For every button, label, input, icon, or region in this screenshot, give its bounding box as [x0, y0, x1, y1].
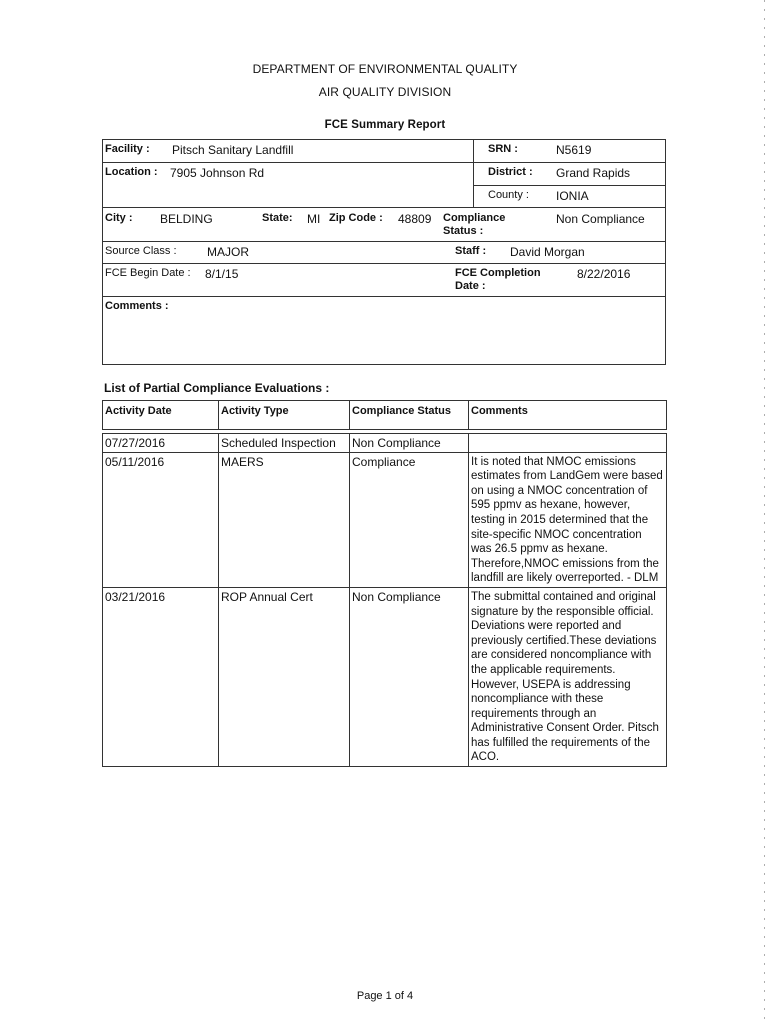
fce-completion-value: 8/22/2016 — [577, 267, 631, 281]
county-label: County : — [488, 189, 529, 201]
district-label: District : — [488, 166, 533, 178]
city-label: City : — [105, 212, 133, 224]
column-header-comments: Comments — [469, 401, 667, 430]
staff-label: Staff : — [455, 245, 487, 257]
state-value: MI — [307, 212, 321, 226]
cell-activity-date: 07/27/2016 — [103, 434, 219, 453]
county-value: IONIA — [556, 189, 589, 203]
fce-completion-label-line2: Date : — [455, 280, 486, 292]
cell-activity-date: 03/21/2016 — [103, 587, 219, 766]
facility-value: Pitsch Sanitary Landfill — [172, 143, 294, 157]
page-number: Page 1 of 4 — [356, 990, 414, 1002]
table-row — [103, 587, 667, 766]
compliance-label-line2: Status : — [443, 225, 484, 237]
cell-compliance-status: Non Compliance — [350, 434, 469, 453]
cell-comments: It is noted that NMOC emissions estimates from LandGem were based on using a NMOC concentration of 595 ppmv as hexane, however, testing in 2015 determined that the site-specific NMOC concentration was 26.5 ppmv as hexane. Therefore,NMOC emissions from the landfill are likely overreported. - DLM — [469, 452, 667, 587]
column-header-compliance-status: Compliance Status — [350, 401, 469, 430]
cell-comments: The submittal contained and original signature by the responsible official. Deviations were reported and previously certified.These deviations are considered noncompliance with the applicable requirements. However, USEPA is addressing noncompliance with these requirements through an Administrative Consent Order. Pitsch has fulfilled the requirements of the ACO. — [469, 587, 667, 766]
facility-label: Facility : — [105, 143, 150, 155]
table-row — [103, 452, 667, 587]
zip-label: Zip Code : — [329, 212, 383, 224]
cell-comments — [469, 434, 667, 453]
fce-completion-label: FCE Completion — [455, 267, 541, 279]
fce-begin-label: FCE Begin Date : — [105, 267, 191, 279]
srn-value: N5619 — [556, 143, 592, 157]
source-class-value: MAJOR — [207, 245, 249, 259]
pce-section-title: List of Partial Compliance Evaluations : — [104, 381, 330, 395]
column-header-activity-type: Activity Type — [219, 401, 350, 430]
division-heading: AIR QUALITY DIVISION — [318, 85, 452, 99]
pce-table — [102, 400, 667, 767]
cell-compliance-status: Non Compliance — [350, 587, 469, 766]
comments-label: Comments : — [105, 300, 169, 312]
compliance-status-value: Non Compliance — [556, 212, 645, 226]
srn-label: SRN : — [488, 143, 518, 155]
district-value: Grand Rapids — [556, 166, 631, 180]
scan-margin-marks — [764, 0, 765, 1024]
city-value: BELDING — [160, 212, 213, 226]
pce-header-row — [103, 401, 667, 430]
staff-value: David Morgan — [510, 245, 585, 259]
zip-value: 48809 — [398, 212, 432, 226]
cell-activity-date: 05/11/2016 — [103, 452, 219, 587]
cell-activity-type: MAERS — [219, 452, 350, 587]
cell-activity-type: ROP Annual Cert — [219, 587, 350, 766]
compliance-label: Compliance — [443, 212, 506, 224]
column-header-activity-date: Activity Date — [103, 401, 219, 430]
source-class-label: Source Class : — [105, 245, 177, 257]
location-label: Location : — [105, 166, 158, 178]
cell-compliance-status: Compliance — [350, 452, 469, 587]
location-value: 7905 Johnson Rd — [170, 166, 265, 180]
state-label: State: — [262, 212, 293, 224]
report-title: FCE Summary Report — [324, 119, 446, 131]
fce-begin-value: 8/1/15 — [205, 267, 239, 281]
table-row — [103, 434, 667, 453]
cell-activity-type: Scheduled Inspection — [219, 434, 350, 453]
department-heading: DEPARTMENT OF ENVIRONMENTAL QUALITY — [252, 62, 518, 76]
